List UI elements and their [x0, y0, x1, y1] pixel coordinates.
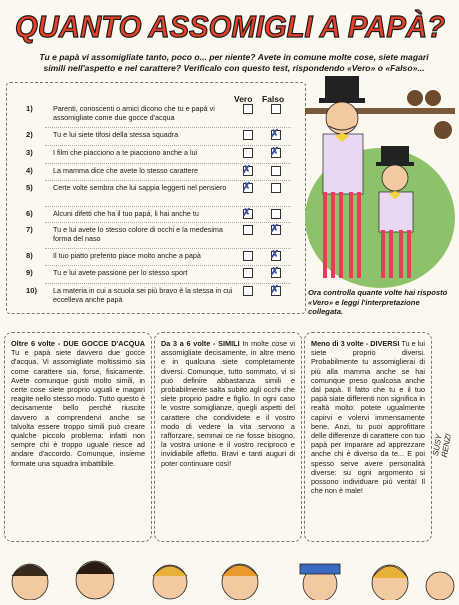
vero-checkbox[interactable] — [243, 286, 253, 296]
question-text: Il tuo piatto preferito piace molto anche a papà — [53, 251, 201, 260]
question-divider — [45, 127, 291, 128]
question-number: 5) — [26, 183, 33, 192]
question-divider — [45, 265, 291, 266]
vero-check-mark-icon: ✗ — [242, 207, 252, 219]
question-text: Tu e lui siete tifosi della stessa squadra — [53, 130, 179, 139]
question-text: Tu e lui avete passione per lo stesso sport — [53, 268, 188, 277]
vero-checkbox[interactable] — [243, 251, 253, 261]
question-number: 6) — [26, 209, 33, 218]
intro-text: Tu e papà vi assomigliate tanto, poco o... per niente? Avete in comune molte cose, siete magari simili nell'aspetto e nel carattere? Verificalo con questo test, rispondendo «Vero» o «Falso»... — [39, 52, 429, 73]
vero-checkbox[interactable] — [243, 104, 253, 114]
result-heading-over-6: Oltre 6 volte - DUE GOCCE D'ACQUA — [11, 339, 145, 348]
vero-checkbox[interactable] — [243, 130, 253, 140]
falso-checkbox[interactable] — [271, 166, 281, 176]
question-divider — [45, 283, 291, 284]
falso-checkbox[interactable] — [271, 183, 281, 193]
question-divider — [45, 145, 291, 146]
vero-checkbox[interactable] — [243, 268, 253, 278]
vero-column-header: Vero — [234, 94, 253, 104]
question-number: 1) — [26, 104, 33, 113]
question-text: Parenti, conoscenti o amici dicono che tu e papà vi assomigliate come due gocce d'acqua — [53, 104, 215, 122]
question-divider — [45, 180, 291, 181]
question-number: 7) — [26, 225, 33, 234]
question-number: 3) — [26, 148, 33, 157]
question-divider — [45, 163, 291, 164]
result-text-3-to-6: In molte cose vi assomigliate decisamente, in altre meno e in qualcuna siete completamente diversi. Comunque, tutto sommato, vi si può definire abbastanza simili e probabilmente salta subito agli occhi che siete proprio padre e figlio. In ogni caso le vostre somiglianze, quegli aspetti del carattere che condividete e il vostro modo di vedere la vita servono a rafforzare, semmai ce ne fosse bisogno, la vostra unione e il vostro reciproco e invidiabile affetto. Bravi e tanti auguri di poter continuare così! — [161, 339, 295, 468]
page-title — [8, 4, 453, 46]
question-number: 8) — [26, 251, 33, 260]
result-text-under-3: Tu e lui siete proprio diversi. Probabilmente tu assomiglierai di più alla mamma anche se hai comunque preso qualcosa anche dal papà. Il fatto che tu e il tuo papà siate differenti non significa in realtà molto: potete ugualmente capirvi e volervi immensamente bene. Anzi, tu puoi approfittare delle differenze di carattere con tuo papà per imparare ad apprezzare anche chi è diverso da te... E poi spesso serve avere personalità diverse: su ogni argomento si possono individuare più verità! Il che non è male! — [311, 339, 425, 496]
vero-check-mark-icon: ✗ — [242, 181, 252, 193]
question-text: La mamma dice che avete lo stesso carattere — [53, 166, 199, 175]
question-text: Certe volte sembra che lui sappia leggerti nel pensiero — [53, 183, 227, 192]
question-number: 4) — [26, 166, 33, 175]
result-box-over-6 — [4, 332, 152, 542]
falso-check-mark-icon: ✗ — [270, 128, 280, 140]
question-divider — [45, 248, 291, 249]
falso-checkbox[interactable] — [271, 104, 281, 114]
falso-check-mark-icon: ✗ — [270, 284, 280, 296]
question-number: 9) — [26, 268, 33, 277]
result-text-over-6: Tu e papà siete davvero due gocce d'acqua. Vi assomigliate moltissimo sia come carattere sia, forse, fisicamente. Avete comunque gusti molto simili, in certe cose siete proprio uguali e magari reagite nello stesso modo. Tutto questo è decisamente bello perché riuscite davvero a comprendervi anche se talvolta essere troppo simili può creare qualche piccolo problema: infatti non sempre chi è troppo uguale riesce ad andare d'accordo. Comunque, insieme formate una squadra imbattibile. — [11, 348, 145, 468]
vero-checkbox[interactable] — [243, 225, 253, 235]
result-heading-3-to-6: Da 3 a 6 volte - SIMILI — [161, 339, 240, 348]
question-number: 2) — [26, 130, 33, 139]
question-number: 10) — [26, 286, 37, 295]
artist-signature: SUSY RENZI — [431, 432, 453, 459]
result-heading-under-3: Meno di 3 volte - DIVERSI — [311, 339, 400, 348]
vero-check-mark-icon: ✗ — [242, 164, 252, 176]
falso-check-mark-icon: ✗ — [270, 266, 280, 278]
falso-check-mark-icon: ✗ — [270, 249, 280, 261]
falso-column-header: Falso — [262, 94, 285, 104]
question-divider — [45, 206, 291, 207]
falso-check-mark-icon: ✗ — [270, 146, 280, 158]
question-text: Alcuni difetti che ha il tuo papà, li hai anche tu — [53, 209, 199, 218]
result-instructions: Ora controlla quante volte hai risposto «Vero» e leggi l'interpretazione collegata. — [308, 288, 448, 316]
question-text: Tu e lui avete lo stesso colore di occhi e la medesima forma del naso — [53, 225, 223, 243]
falso-checkbox[interactable] — [271, 209, 281, 219]
vero-checkbox[interactable] — [243, 148, 253, 158]
title-text: QUANTO ASSOMIGLI A PAPÀ? — [15, 9, 446, 44]
question-text: I film che piacciono a te piacciono anche a lui — [53, 148, 198, 157]
falso-check-mark-icon: ✗ — [270, 223, 280, 235]
result-box-under-3 — [304, 332, 432, 542]
cartoon-faces-strip — [0, 538, 459, 600]
result-box-3-to-6 — [154, 332, 302, 542]
father-son-illustration — [305, 68, 455, 288]
question-divider — [45, 222, 291, 223]
question-text: La materia in cui a scuola sei più bravo è la stessa in cui eccelleva anche papà — [53, 286, 233, 304]
